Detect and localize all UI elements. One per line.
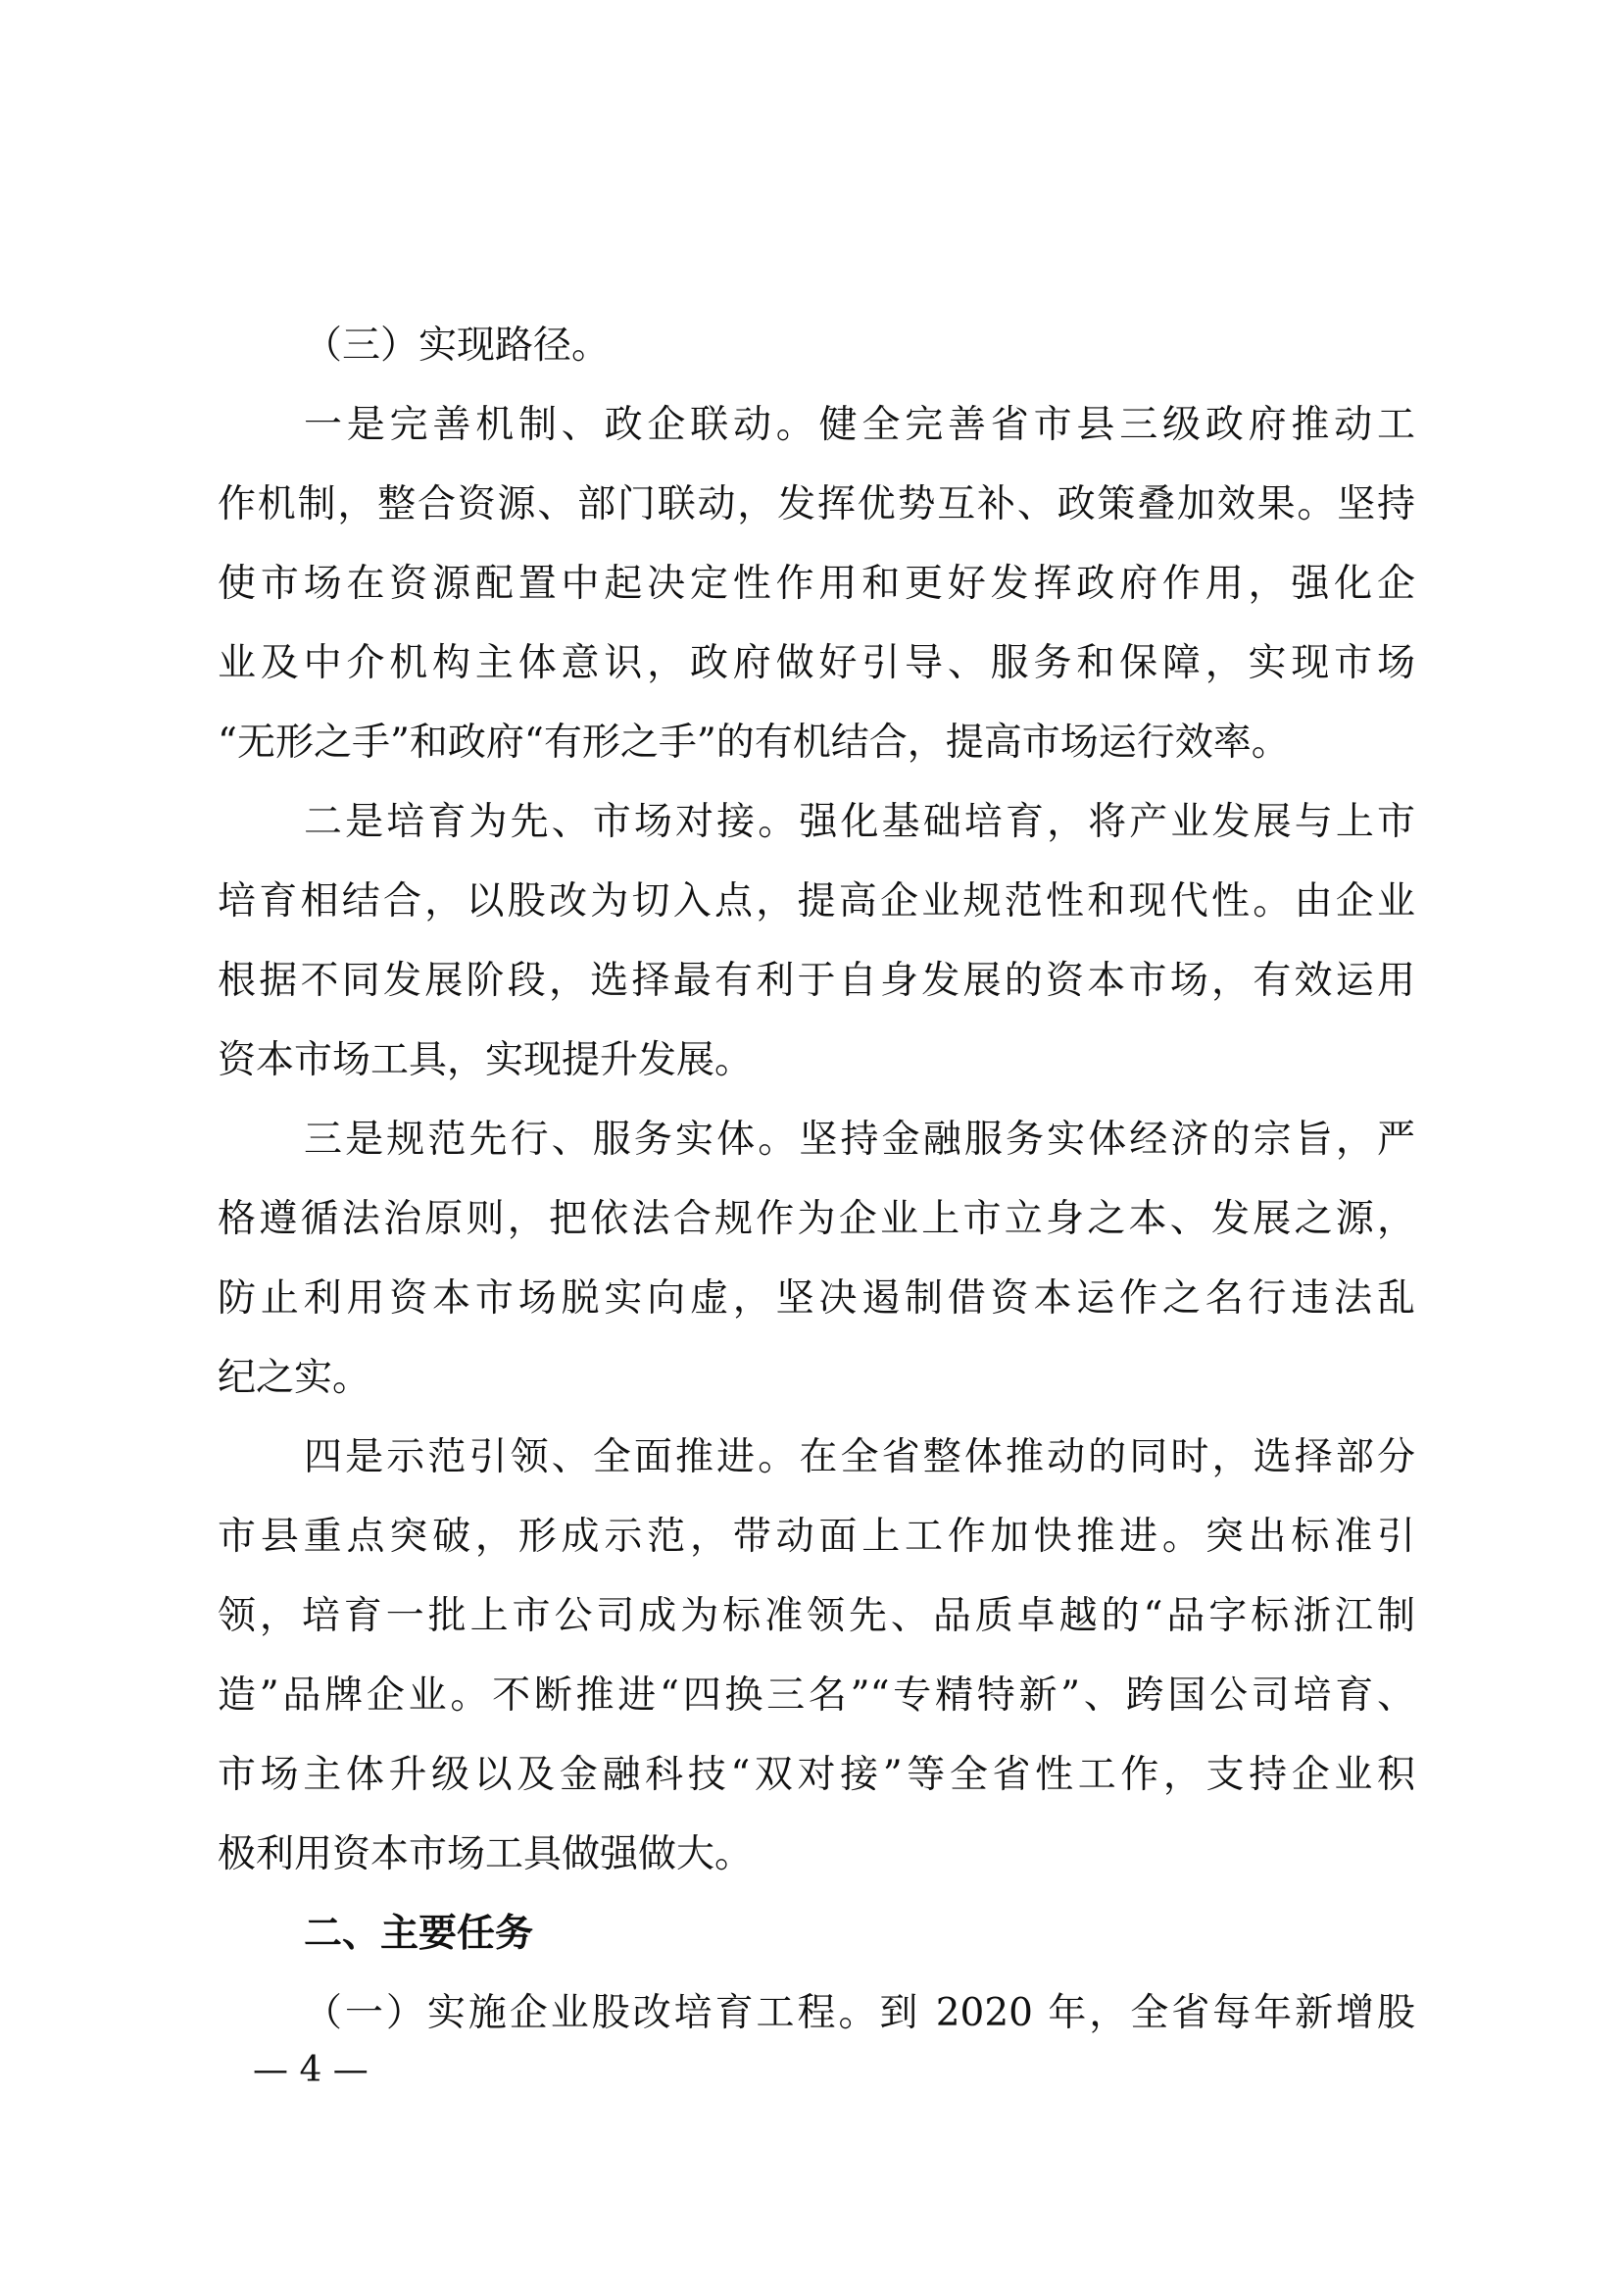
paragraph-line: 四是示范引领、全面推进。在全省整体推动的同时，选择部分	[304, 1435, 1415, 1479]
paragraph-line: 格遵循法治原则，把依法合规作为企业上市立身之本、发展之源，	[218, 1197, 1415, 1241]
paragraph-line: 业及中介机构主体意识，政府做好引导、服务和保障，实现市场	[218, 641, 1415, 685]
paragraph-line: 纪之实。	[218, 1356, 371, 1400]
page-number: — 4 —	[253, 2050, 369, 2090]
paragraph-line: 造”品牌企业。不断推进“四换三名”“专精特新”、跨国公司培育、	[218, 1673, 1415, 1718]
paragraph-line: 领，培育一批上市公司成为标准领先、品质卓越的“品字标浙江制	[218, 1594, 1415, 1638]
paragraph-line: 二是培育为先、市场对接。强化基础培育，将产业发展与上市	[304, 800, 1415, 844]
body-text	[218, 306, 1415, 2053]
paragraph-line: 资本市场工具，实现提升发展。	[218, 1038, 754, 1082]
paragraph-line: （一）实施企业股改培育工程。到 2020 年，全省每年新增股	[304, 1991, 1415, 2035]
paragraph-line: 极利用资本市场工具做强做大。	[218, 1832, 754, 1876]
paragraph-line: “无形之手”和政府“有形之手”的有机结合，提高市场运行效率。	[218, 721, 1290, 765]
paragraph-line: 防止利用资本市场脱实向虚，坚决遏制借资本运作之名行违法乱	[218, 1276, 1415, 1321]
paragraph-line: 市场主体升级以及金融科技“双对接”等全省性工作，支持企业积	[218, 1753, 1415, 1797]
section-subheading: （三）实现路径。	[304, 324, 611, 368]
paragraph-line: 三是规范先行、服务实体。坚持金融服务实体经济的宗旨，严	[304, 1118, 1415, 1162]
paragraph-line: 培育相结合，以股改为切入点，提高企业规范性和现代性。由企业	[218, 879, 1415, 923]
paragraph-line: 使市场在资源配置中起决定性作用和更好发挥政府作用，强化企	[218, 562, 1415, 606]
section-heading: 二、主要任务	[304, 1912, 534, 1956]
paragraph-line: 作机制，整合资源、部门联动，发挥优势互补、政策叠加效果。坚持	[218, 482, 1415, 526]
paragraph-line: 根据不同发展阶段，选择最有利于自身发展的资本市场，有效运用	[218, 959, 1415, 1003]
paragraph-line: 市县重点突破，形成示范，带动面上工作加快推进。突出标准引	[218, 1515, 1415, 1559]
paragraph-line: 一是完善机制、政企联动。健全完善省市县三级政府推动工	[304, 403, 1415, 447]
